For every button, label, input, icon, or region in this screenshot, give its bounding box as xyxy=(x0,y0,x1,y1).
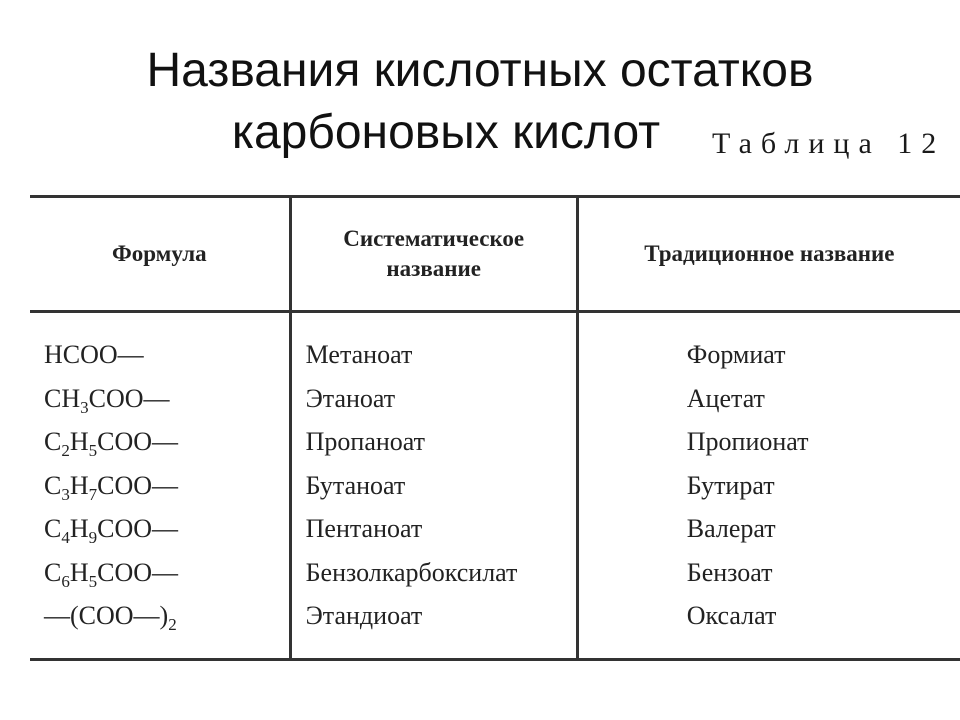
formula-subscript: 9 xyxy=(88,528,98,547)
acid-residues-table xyxy=(30,195,960,661)
formula-cell xyxy=(44,507,288,551)
traditional-name-cell: Ацетат xyxy=(686,383,765,413)
formula-text: C xyxy=(44,470,62,500)
header-systematic-line-2: название xyxy=(386,256,482,281)
formula-subscript: 5 xyxy=(88,441,98,460)
formula-cell xyxy=(44,377,288,421)
formula-cell xyxy=(44,464,288,508)
formula-subscript: 6 xyxy=(61,571,70,591)
traditional-name-cell: Валерат xyxy=(686,514,776,543)
formula-text: COO— xyxy=(97,470,179,500)
header-formula: Формула xyxy=(30,197,290,312)
formula-text: C xyxy=(44,514,62,543)
header-traditional-name: Традиционное название xyxy=(577,197,960,312)
formula-cell xyxy=(44,594,288,638)
formula-subscript: 3 xyxy=(61,484,70,504)
formula-text: COO— xyxy=(88,383,170,413)
formula-text: C xyxy=(44,557,62,587)
formula-subscript: 3 xyxy=(80,397,89,417)
traditional-name-cell: Бутират xyxy=(686,470,775,500)
formula-subscript: 2 xyxy=(61,441,70,460)
formula-text: H xyxy=(69,427,89,456)
table-caption: Таблица 12 xyxy=(712,127,946,160)
formula-text: H xyxy=(69,557,89,587)
header-systematic-name xyxy=(290,197,577,312)
traditional-name-cell: Оксалат xyxy=(686,601,777,630)
formula-text: —(COO—) xyxy=(44,601,169,630)
formula-text: COO— xyxy=(97,427,179,456)
systematic-name-cell: Бензолкарбоксилат xyxy=(305,557,518,587)
systematic-name-cell: Этандиоат xyxy=(305,601,423,630)
systematic-name-cell: Бутаноат xyxy=(305,470,406,500)
systematic-name-cell: Этаноат xyxy=(305,383,396,413)
table-header-row xyxy=(30,197,960,312)
table-body-row xyxy=(30,312,960,660)
formula-text: HCOO— xyxy=(44,340,144,369)
systematic-name-cell: Пентаноат xyxy=(305,514,423,543)
formula-text: CH xyxy=(44,383,81,413)
formula-text: C xyxy=(44,427,62,456)
systematic-name-cell: Метаноат xyxy=(305,340,413,369)
header-systematic-line-1: Систематическое xyxy=(343,226,525,251)
acid-residues-table-wrapper xyxy=(30,195,960,661)
systematic-name-column xyxy=(290,312,577,660)
formula-text: H xyxy=(69,514,89,543)
formula-text: COO— xyxy=(97,514,179,543)
systematic-name-cell: Пропаноат xyxy=(305,427,425,456)
formula-text: H xyxy=(69,470,89,500)
formula-subscript: 2 xyxy=(168,615,177,634)
traditional-name-cell: Бензоат xyxy=(686,557,773,587)
formula-column xyxy=(30,312,290,660)
slide-title-line-1: Названия кислотных остатков xyxy=(146,44,814,97)
traditional-name-column xyxy=(577,312,960,660)
formula-subscript: 4 xyxy=(61,528,70,547)
traditional-name-cell: Формиат xyxy=(686,340,786,369)
traditional-name-cell: Пропионат xyxy=(686,427,809,456)
formula-subscript: 5 xyxy=(88,571,98,591)
slide-title-line-2: карбоновых кислот xyxy=(231,106,661,159)
formula-subscript: 7 xyxy=(88,484,98,504)
formula-text: COO— xyxy=(97,557,179,587)
formula-cell xyxy=(44,551,288,595)
formula-cell xyxy=(44,420,288,464)
formula-cell xyxy=(44,333,288,377)
